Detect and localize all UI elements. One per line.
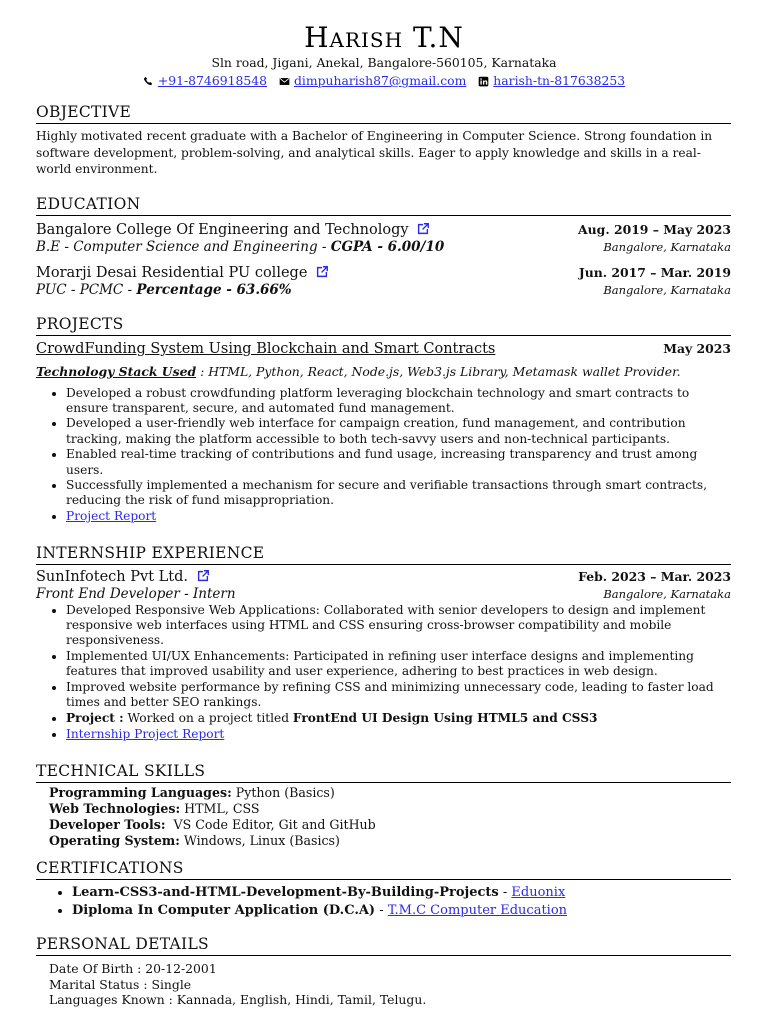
external-link-icon[interactable]	[196, 569, 210, 583]
list-item	[66, 509, 731, 524]
education-section	[36, 195, 731, 299]
skill-row: Programming Languages: Python (Basics)	[49, 785, 335, 800]
degree-name: PUC - PCMC -	[36, 282, 137, 298]
skill-row: Developer Tools: VS Code Editor, Git and GitHub	[49, 817, 376, 832]
skill-row: Operating System: Windows, Linux (Basics)	[49, 833, 340, 848]
list-item: • Improved website performance by refining CSS and minimizing unnecessary code, leading to faster load times and better SEO rankings.	[66, 680, 731, 710]
email-link[interactable]: dimpuharish87@gmail.com	[293, 73, 467, 88]
internship-role: Front End Developer - Intern	[36, 586, 236, 602]
education-location: Bangalore, Karnataka	[603, 283, 731, 297]
skill-row: Web Technologies: HTML, CSS	[49, 801, 260, 816]
score: CGPA - 6.00/10	[330, 239, 445, 255]
certifications-section	[36, 859, 731, 920]
personal-line: Marital Status : Single	[49, 976, 192, 992]
list-item: • Successfully implemented a mechanism for secure and verifiable transactions through smart contracts, reducing the risk of fund misappropriation.	[66, 478, 731, 508]
personal-line: Languages Known : Kannada, English, Hindi, Tamil, Telugu.	[49, 992, 427, 1007]
list-item: • Implemented UI/UX Enhancements: Participated in refining user interface designs and implementing features that improved usability and user experience, adhering to best practices in web design.	[66, 649, 731, 679]
internship-bullets	[36, 603, 731, 742]
section-title-education: EDUCATION	[36, 195, 731, 216]
institution-name: Bangalore College Of Engineering and Technology	[36, 222, 409, 238]
list-item: • Developed Responsive Web Applications: Collaborated with senior developers to design and implement responsive web interfaces using HTML and CSS ensuring cross-browser compatibility and mobile responsiveness.	[66, 603, 731, 649]
project-text: Worked on a project titled	[123, 710, 293, 725]
personal-line: Date Of Birth : 20-12-2001	[49, 961, 217, 976]
certification-issuer-link[interactable]: T.M.C Computer Education	[387, 903, 568, 918]
degree-name: B.E - Computer Science and Engineering -	[36, 239, 331, 255]
education-location: Bangalore, Karnataka	[603, 240, 731, 254]
project-report-link[interactable]: Project Report	[66, 509, 157, 524]
internship-location: Bangalore, Karnataka	[603, 587, 731, 601]
personal-details	[36, 961, 731, 1008]
section-title-skills: TECHNICAL SKILLS	[36, 762, 731, 783]
skills-section	[36, 762, 731, 849]
section-title-projects: PROJECTS	[36, 315, 731, 336]
certification-name: Learn-CSS3-and-HTML-Development-By-Building-Projects	[72, 885, 499, 900]
candidate-name: Harish T.N	[304, 21, 464, 54]
linkedin-contact	[478, 73, 625, 89]
company-name: SunInfotech Pvt Ltd.	[36, 569, 188, 585]
skills-list	[36, 785, 731, 849]
internship-section	[36, 544, 731, 742]
list-item	[66, 711, 731, 726]
certifications-list	[36, 884, 731, 920]
education-dates: Aug. 2019 – May 2023	[578, 222, 731, 237]
education-entry	[36, 221, 731, 256]
certification-name: Diploma In Computer Application (D.C.A)	[72, 903, 376, 918]
project-header	[36, 340, 731, 358]
address: Sln road, Jigani, Anekal, Bangalore-560105, Karnataka	[211, 55, 557, 70]
certification-issuer-link[interactable]: Eduonix	[511, 885, 566, 900]
phone-contact	[143, 73, 267, 89]
list-item: • Developed a user-friendly web interface for campaign creation, fund management, and contribution tracking, making the platform accessible to both tech-savvy users and non-technical participants.	[66, 416, 731, 446]
objective-text: Highly motivated recent graduate with a Bachelor of Engineering in Computer Science. Strong foundation in software development, problem-solving, and analytical skills. Eager to apply knowledge and skills in a real-world environment.	[36, 129, 713, 176]
list-item: • Enabled real-time tracking of contributions and fund usage, increasing transparency and trust among users.	[66, 447, 731, 477]
section-title-objective: OBJECTIVE	[36, 103, 731, 124]
list-item: • Learn-CSS3-and-HTML-Development-By-Building-Projects - Eduonix	[72, 884, 731, 902]
objective-section	[36, 103, 731, 178]
list-item: • Developed a robust crowdfunding platform leveraging blockchain technology and smart contracts to ensure transparent, secure, and automated fund management.	[66, 386, 731, 416]
envelope-icon	[279, 76, 290, 87]
internship-report-link[interactable]: Internship Project Report	[66, 726, 225, 741]
phone-link[interactable]: +91-8746918548	[157, 73, 267, 88]
contact-bar	[0, 73, 768, 91]
institution-name: Morarji Desai Residential PU college	[36, 265, 308, 281]
project-label: Project :	[66, 710, 124, 725]
personal-section	[36, 935, 731, 1008]
projects-section	[36, 315, 731, 525]
list-item	[66, 727, 731, 742]
tech-stack-label: Technology Stack Used	[36, 364, 197, 379]
project-bullets	[36, 386, 731, 525]
external-link-icon[interactable]	[416, 222, 430, 236]
email-contact	[279, 73, 466, 89]
internship-dates: Feb. 2023 – Mar. 2023	[578, 569, 731, 584]
list-item: • Diploma In Computer Application (D.C.A) - T.M.C Computer Education	[72, 902, 731, 920]
project-name: CrowdFunding System Using Blockchain and Smart Contracts	[36, 341, 496, 357]
tech-stack-line	[36, 364, 731, 380]
section-title-certifications: CERTIFICATIONS	[36, 859, 731, 880]
phone-icon	[143, 76, 154, 87]
education-entry	[36, 264, 731, 299]
tech-stack-value: : HTML, Python, React, Node.js, Web3.js Library, Metamask wallet Provider.	[196, 364, 681, 379]
education-dates: Jun. 2017 – Mar. 2019	[578, 265, 731, 280]
linkedin-link[interactable]: harish-tn-817638253	[493, 73, 626, 88]
score: Percentage - 63.66%	[136, 282, 292, 298]
internship-subheader	[36, 586, 731, 603]
project-date: May 2023	[663, 341, 731, 356]
section-title-internship: INTERNSHIP EXPERIENCE	[36, 544, 731, 565]
internship-header	[36, 568, 731, 586]
linkedin-icon	[478, 76, 489, 87]
project-title: FrontEnd UI Design Using HTML5 and CSS3	[292, 710, 598, 725]
section-title-personal: PERSONAL DETAILS	[36, 935, 731, 956]
external-link-icon[interactable]	[315, 265, 329, 279]
